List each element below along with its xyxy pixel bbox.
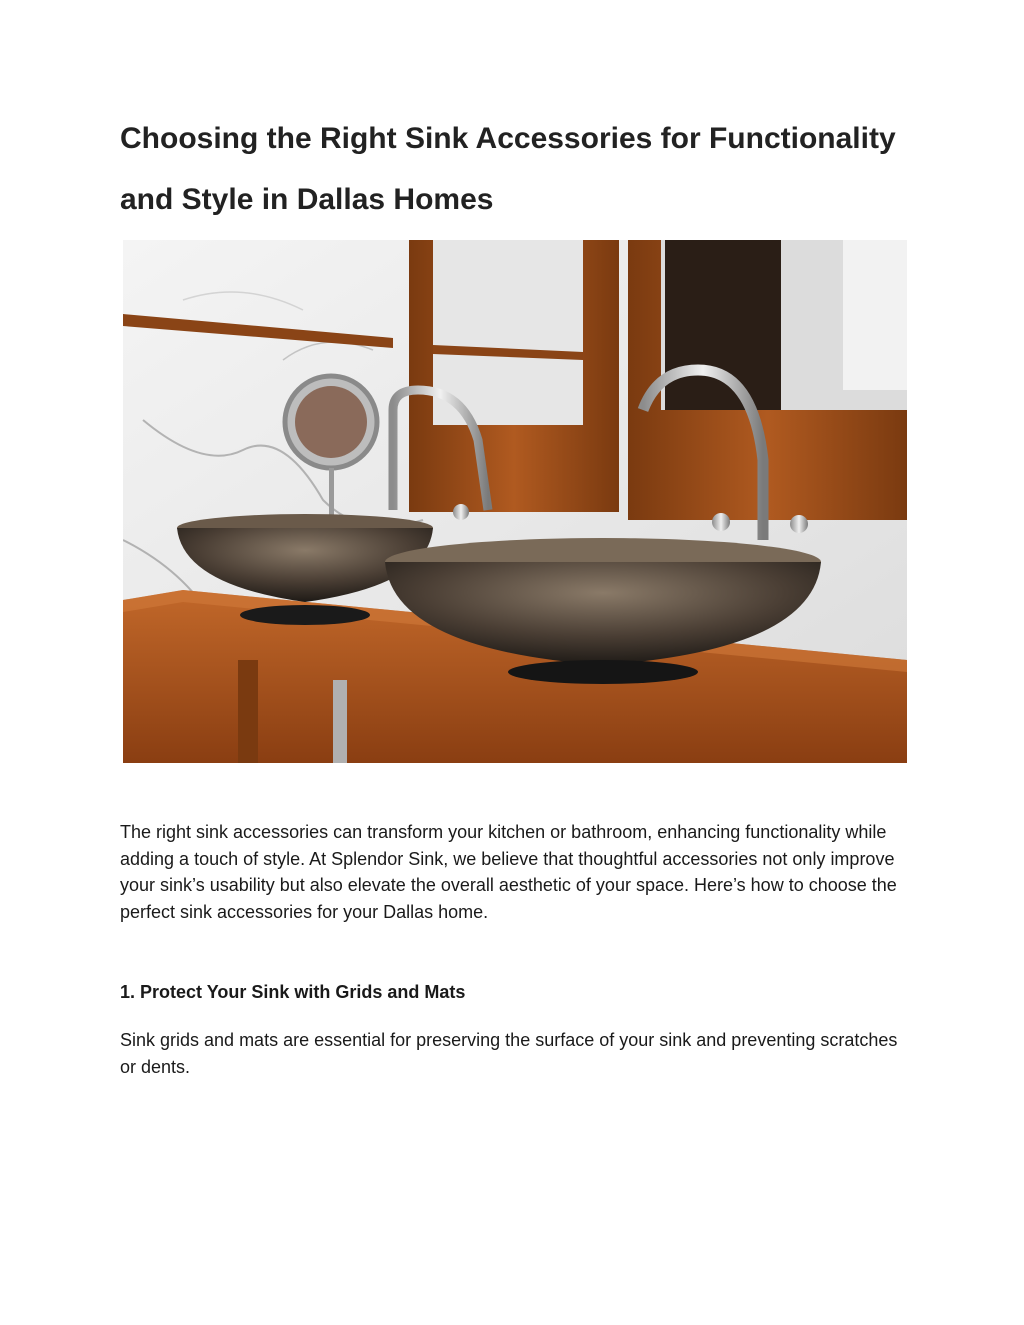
page-title: Choosing the Right Sink Accessories for Functionality and Style in Dallas Homes xyxy=(120,122,896,216)
section-heading: 1. Protect Your Sink with Grids and Mats xyxy=(120,982,466,1002)
section-paragraph: Sink grids and mats are essential for preserving the surface of your sink and preventing scratches or dents. xyxy=(120,1030,898,1077)
intro-paragraph: The right sink accessories can transform your kitchen or bathroom, enhancing functionality while adding a touch of style. At Splendor Sink, we believe that thoughtful accessories not only improve your sink’s usability but also elevate the overall aesthetic of your space. Here’s how to choose the perfect sink accessories for your Dallas home. xyxy=(120,822,897,922)
hero-image xyxy=(123,240,907,763)
